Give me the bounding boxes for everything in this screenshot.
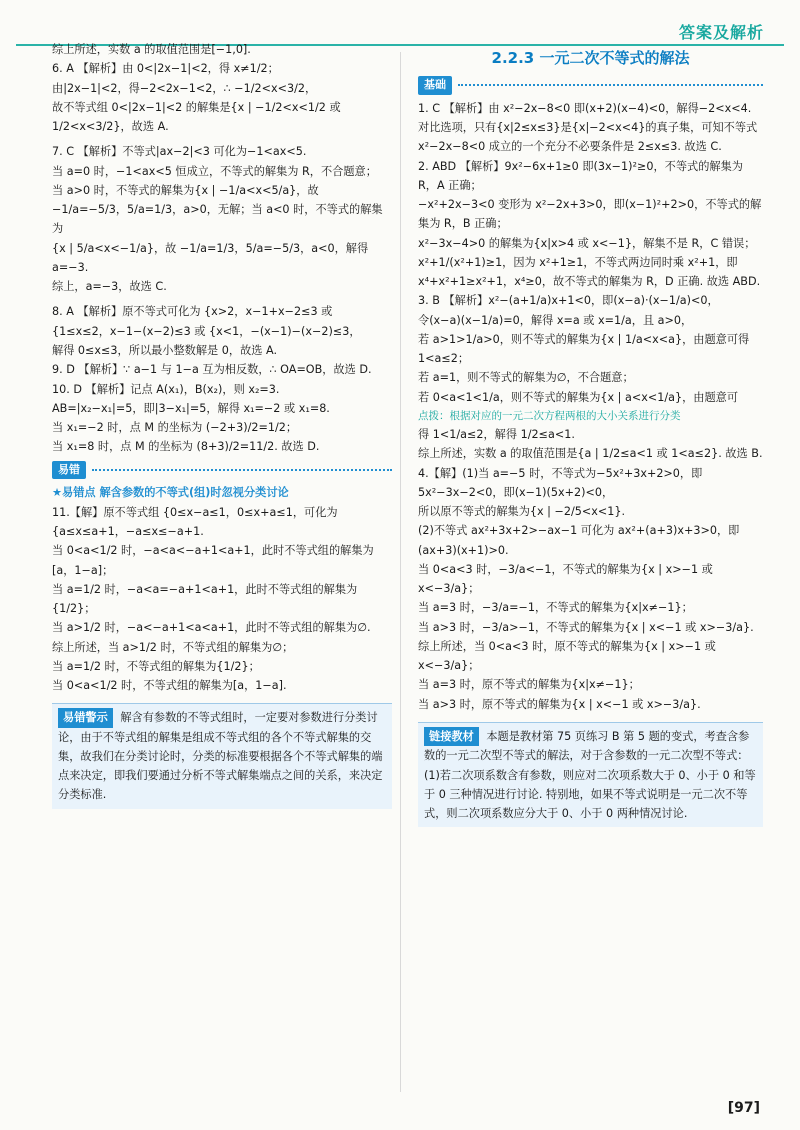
line: 当 a=0 时，−1<ax<5 恒成立，不等式的解集为 R，不合题意；	[52, 164, 377, 178]
note-text: 解含有参数的不等式组时，一定要对参数进行分类讨论，由于不等式组的解集是组成不等式组的各个不等式解集的交集，故我们在分类讨论时，分类的标准要根据各个不等式解集的端点来决定，即我们要通过分析不等式解集端点之间的关系，来决定分类标准.	[58, 711, 383, 802]
line: −x²+2x−3<0 变形为 x²−2x+3>0，即(x−1)²+2>0，不等式的解集为 R，B 正确；	[418, 198, 762, 231]
line: AB=|x₂−x₁|=5，即|3−x₁|=5，解得 x₁=−2 或 x₁=8.	[52, 401, 330, 415]
line: 当 a=3 时，原不等式的解集为{x|x≠−1}；	[418, 678, 640, 692]
line: 当 0<a<1/2 时，−a<a<−a+1<a+1，此时不等式组的解集为 [a，1−a]；	[52, 544, 374, 577]
jichu-section	[418, 76, 763, 95]
dotted-rule	[92, 469, 392, 471]
line: 当 a=3 时，−3/a=−1，不等式的解集为{x|x≠−1}；	[418, 601, 693, 615]
note-tag: 易错警示	[58, 708, 113, 727]
line: 当 a=1/2 时，不等式组的解集为{1/2}；	[52, 659, 260, 673]
line: 由|2x−1|<2，得−2<2x−1<2，∴ −1/2<x<3/2，	[52, 81, 317, 95]
line: 当 x₁=−2 时，点 M 的坐标为 (−2+3)/2=1/2；	[52, 421, 298, 435]
line: 当 0<a<3 时，−3/a<−1，不等式的解集为{x | x>−1 或 x<−3/a}；	[418, 562, 713, 596]
line: 综上所述，当 0<a<3 时，原不等式的解集为{x | x>−1 或 x<−3/a}；	[418, 639, 716, 673]
link-text: 本题是教材第 75 页练习 B 第 5 题的变式，考查含参数的一元二次型不等式的解法，对于含参数的一元二次型不等式：(1)若二次项系数含有参数，则应对二次项系数大于 0、小于 0 和等于 0 三种情况进行讨论. 特别地，如果不等式说明是一元二次不等式，则二次项系数应分大于 0、小于 0 两种情况讨论.	[424, 729, 756, 821]
line: 故不等式组 0<|2x−1|<2 的解集是{x | −1/2<x<1/2 或 1/2<x<3/2}，故选 A.	[52, 100, 341, 134]
line: (2)不等式 ax²+3x+2>−ax−1 可化为 ax²+(a+3)x+3>0，即(ax+3)(x+1)>0.	[418, 524, 740, 557]
line: 当 a>0 时，不等式的解集为{x | −1/a<x<5/a}，故 −1/a=−5/3，5/a=1/3，a>0，无解；当 a<0 时，不等式的解集为	[52, 183, 383, 236]
mistake-warning-box	[52, 703, 392, 808]
header-title: 答案及解析	[678, 23, 764, 42]
q7: 7. C 【解析】不等式|ax−2|<3 可化为−1<ax<5.	[52, 145, 307, 159]
line: {x | 5/a<x<−1/a}，故 −1/a=1/3，5/a=−5/3，a<0，解得 a=−3.	[52, 241, 369, 274]
q2: 2. ABD 【解析】9x²−6x+1≥0 即(3x−1)²≥0，不等式的解集为 R，A 正确；	[418, 159, 743, 192]
textbook-link-box	[418, 722, 763, 827]
line: 得 1<1/a≤2，解得 1/2≤a<1.	[418, 428, 575, 441]
line: 当 a=1/2 时，−a<a=−a+1<a+1，此时不等式组的解集为 {1/2}；	[52, 582, 358, 616]
jichu-tag: 基础	[418, 76, 452, 95]
column-divider	[400, 52, 401, 1092]
q8: 8. A 【解析】原不等式可化为 {x>2，x−1+x−2≤3 或 {1≤x≤2，x−1−(x−2)≤3 或 {x<1，−(x−1)−(x−2)≤3，	[52, 305, 361, 338]
line: 当 x₁=8 时，点 M 的坐标为 (8+3)/2=11/2. 故选 D.	[52, 440, 320, 454]
q10: 10. D 【解析】记点 A(x₁)，B(x₂)，则 x₂=3.	[52, 382, 280, 396]
dotted-rule	[458, 84, 763, 86]
tip-note: 点拨：根据对应的一元二次方程两根的大小关系进行分类	[418, 409, 681, 422]
line: x²−3x−4>0 的解集为{x|x>4 或 x<−1}，解集不是 R，C 错误；	[418, 236, 756, 250]
line: 所以原不等式的解集为{x | −2/5<x<1}.	[418, 505, 626, 519]
q11: 11.【解】原不等式组 {0≤x−a≤1，0≤x+a≤1，可化为 {a≤x≤a+1，−a≤x≤−a+1.	[52, 505, 338, 539]
line: 若 a=1，则不等式的解集为∅，不合题意；	[418, 371, 634, 385]
q3: 3. B 【解析】x²−(a+1/a)x+1<0，即(x−a)·(x−1/a)<0，	[418, 294, 719, 308]
q4: 4.【解】(1)当 a=−5 时，不等式为−5x²+3x+2>0，即 5x²−3x−2<0，即(x−1)(5x+2)<0，	[418, 466, 703, 499]
line: x²+1/(x²+1)≥1，因为 x²+1≥1，不等式两边同时乘 x²+1，即 x⁴+x²+1≥x²+1，x⁴≥0，故不等式的解集为 R，D 正确. 故选 ABD.	[418, 255, 761, 289]
line: 当 0<a<1/2 时，不等式组的解集为[a，1−a].	[52, 679, 287, 693]
page-number: [97]	[727, 1100, 760, 1116]
q1: 1. C 【解析】由 x²−2x−8<0 即(x+2)(x−4)<0，解得−2<x<4. 对比选项，只有{x|2≤x≤3}是{x|−2<x<4}的真子集，可知不等式 x²−2x−8<0 成立的一个充分不必要条件是 2≤x≤3. 故选 C.	[418, 101, 758, 154]
line: 令(x−a)(x−1/a)=0，解得 x=a 或 x=1/a，且 a>0，	[418, 313, 693, 327]
yicuo-point: ★易错点 解含参数的不等式(组)时忽视分类讨论	[52, 486, 289, 500]
link-tag: 链接教材	[424, 727, 479, 746]
line: 综上，a=−3，故选 C.	[52, 280, 167, 294]
left-column	[52, 40, 392, 809]
yicuo-section	[52, 461, 392, 480]
line: 当 a>3 时，原不等式的解集为{x | x<−1 或 x>−3/a}.	[418, 697, 701, 711]
line: 综上所述，实数 a 的取值范围是{a | 1/2≤a<1 或 1<a≤2}. 故选 B.	[418, 447, 763, 461]
line: 若 0<a<1<1/a，则不等式的解集为{x | a<x<1/a}，由题意可	[418, 390, 739, 404]
line: 综上所述，当 a>1/2 时，不等式组的解集为∅；	[52, 640, 294, 654]
q9: 9. D 【解析】∵ a−1 与 1−a 互为相反数，∴ OA=OB，故选 D.	[52, 363, 372, 377]
right-column	[418, 40, 763, 827]
section-title: 2.2.3 一元二次不等式的解法	[491, 49, 690, 67]
line: 解得 0≤x≤3，所以最小整数解是 0，故选 A.	[52, 343, 278, 357]
line: 若 a>1>1/a>0，则不等式的解集为{x | 1/a<x<a}，由题意可得 1<a≤2；	[418, 332, 750, 366]
line: 当 a>1/2 时，−a<−a+1<a<a+1，此时不等式组的解集为∅.	[52, 621, 371, 635]
page-number-value: 97	[734, 1100, 754, 1116]
yicuo-tag: 易错	[52, 461, 86, 480]
line: 当 a>3 时，−3/a>−1，不等式的解集为{x | x<−1 或 x>−3/a}.	[418, 620, 754, 634]
q6: 6. A 【解析】由 0<|2x−1|<2，得 x≠1/2；	[52, 62, 279, 76]
line: 综上所述，实数 a 的取值范围是[−1,0].	[52, 43, 251, 56]
